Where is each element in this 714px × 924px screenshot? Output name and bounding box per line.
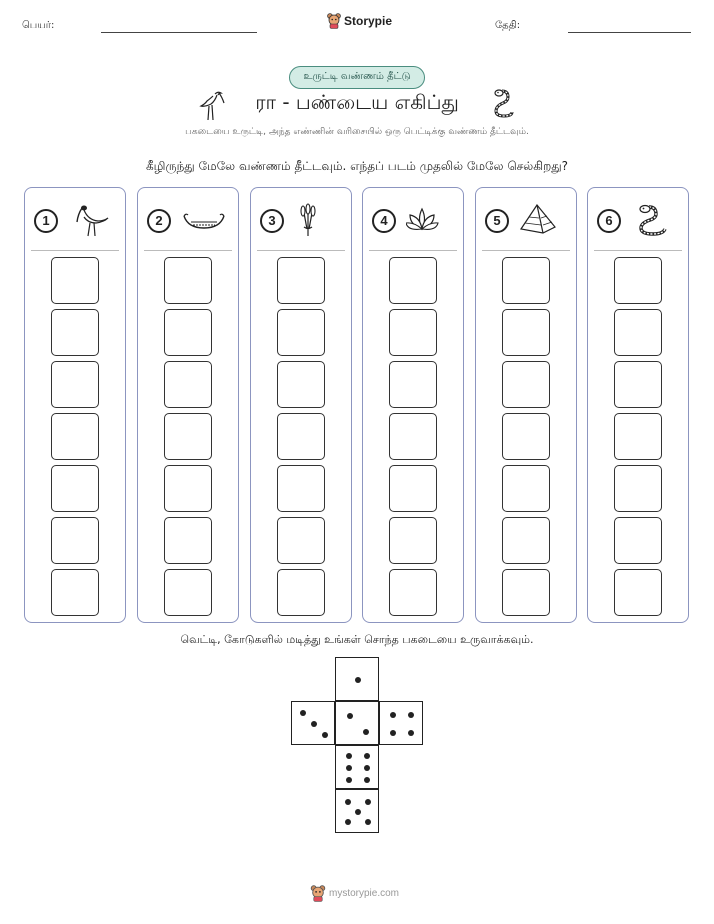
color-box[interactable] (277, 257, 325, 304)
color-box[interactable] (614, 413, 662, 460)
color-box[interactable] (51, 309, 99, 356)
color-box[interactable] (614, 361, 662, 408)
column-divider (594, 250, 682, 251)
color-box[interactable] (614, 569, 662, 616)
column-header (372, 203, 456, 237)
color-box[interactable] (277, 413, 325, 460)
footer-url[interactable]: mystorypie.com (329, 888, 400, 899)
color-box[interactable] (502, 517, 550, 564)
column-divider (257, 250, 345, 251)
footer (310, 885, 399, 902)
color-box[interactable] (164, 413, 212, 460)
color-box[interactable] (389, 465, 437, 512)
boat-icon (181, 203, 227, 237)
cobra-icon (631, 203, 677, 237)
color-box[interactable] (389, 309, 437, 356)
color-box[interactable] (389, 361, 437, 408)
color-box[interactable] (277, 569, 325, 616)
pyramid-icon (519, 203, 565, 237)
color-box[interactable] (277, 361, 325, 408)
wheat-icon (294, 203, 340, 237)
column-header (485, 203, 569, 237)
color-box[interactable] (389, 569, 437, 616)
color-box[interactable] (277, 465, 325, 512)
die-face-3 (291, 701, 335, 745)
column-number: 5 (485, 209, 509, 233)
color-box[interactable] (51, 361, 99, 408)
color-box[interactable] (614, 309, 662, 356)
color-box[interactable] (51, 569, 99, 616)
color-box[interactable] (502, 413, 550, 460)
color-box[interactable] (164, 309, 212, 356)
column-header (147, 203, 231, 237)
color-box[interactable] (164, 465, 212, 512)
column-divider (369, 250, 457, 251)
column-number: 2 (147, 209, 171, 233)
color-box[interactable] (164, 361, 212, 408)
color-box[interactable] (277, 309, 325, 356)
brand-name: Storypie (344, 14, 393, 28)
color-box[interactable] (389, 413, 437, 460)
column-number: 6 (597, 209, 621, 233)
column-divider (31, 250, 119, 251)
column-header (260, 203, 344, 237)
column-3 (250, 187, 352, 623)
column-number: 1 (34, 209, 58, 233)
color-box[interactable] (164, 569, 212, 616)
color-box[interactable] (614, 257, 662, 304)
name-label: பெயர்: (22, 20, 55, 31)
color-box[interactable] (51, 413, 99, 460)
bear-icon (327, 13, 341, 29)
column-divider (482, 250, 570, 251)
date-line[interactable] (568, 32, 691, 33)
bear-icon (310, 885, 326, 902)
color-box[interactable] (51, 257, 99, 304)
name-line[interactable] (101, 32, 257, 33)
die-face-6 (335, 745, 379, 789)
activity-badge: உருட்டி வண்ணம் தீட்டு (289, 66, 425, 89)
die-face-1 (335, 657, 379, 701)
color-box[interactable] (51, 465, 99, 512)
color-box[interactable] (389, 257, 437, 304)
column-4 (362, 187, 464, 623)
column-number: 4 (372, 209, 396, 233)
color-box[interactable] (502, 465, 550, 512)
cutout-instruction: வெட்டி, கோடுகளில் மடித்து உங்கள் சொந்த பகடையை உருவாக்கவும். (180, 633, 534, 646)
ibis-icon (68, 203, 114, 237)
column-number: 3 (260, 209, 284, 233)
color-box[interactable] (164, 517, 212, 564)
die-face-4 (379, 701, 423, 745)
die-face-5 (335, 789, 379, 833)
column-5 (475, 187, 577, 623)
color-box[interactable] (389, 517, 437, 564)
date-label: தேதி: (495, 20, 521, 31)
subtitle: பகடையை உருட்டி, அந்த எண்ணின் வரிசையில் ஒரு பெட்டிக்கு வண்ணம் தீட்டவும். (185, 127, 529, 137)
color-box[interactable] (51, 517, 99, 564)
color-box[interactable] (164, 257, 212, 304)
column-2 (137, 187, 239, 623)
column-1 (24, 187, 126, 623)
color-box[interactable] (502, 309, 550, 356)
page-title: ரா - பண்டைய எகிப்து (255, 90, 459, 114)
color-box[interactable] (614, 517, 662, 564)
lotus-icon (406, 203, 452, 237)
die-face-2 (335, 701, 379, 745)
color-box[interactable] (277, 517, 325, 564)
color-box[interactable] (502, 569, 550, 616)
color-box[interactable] (502, 257, 550, 304)
column-divider (144, 250, 232, 251)
brand-logo (327, 13, 392, 29)
instruction: கீழிருந்து மேலே வண்ணம் தீட்டவும். எந்தப் படம் முதலில் மேலே செல்கிறது? (145, 159, 569, 173)
cobra-icon (487, 88, 517, 122)
column-header (34, 203, 118, 237)
color-box[interactable] (502, 361, 550, 408)
column-header (597, 203, 681, 237)
color-box[interactable] (614, 465, 662, 512)
column-6 (587, 187, 689, 623)
